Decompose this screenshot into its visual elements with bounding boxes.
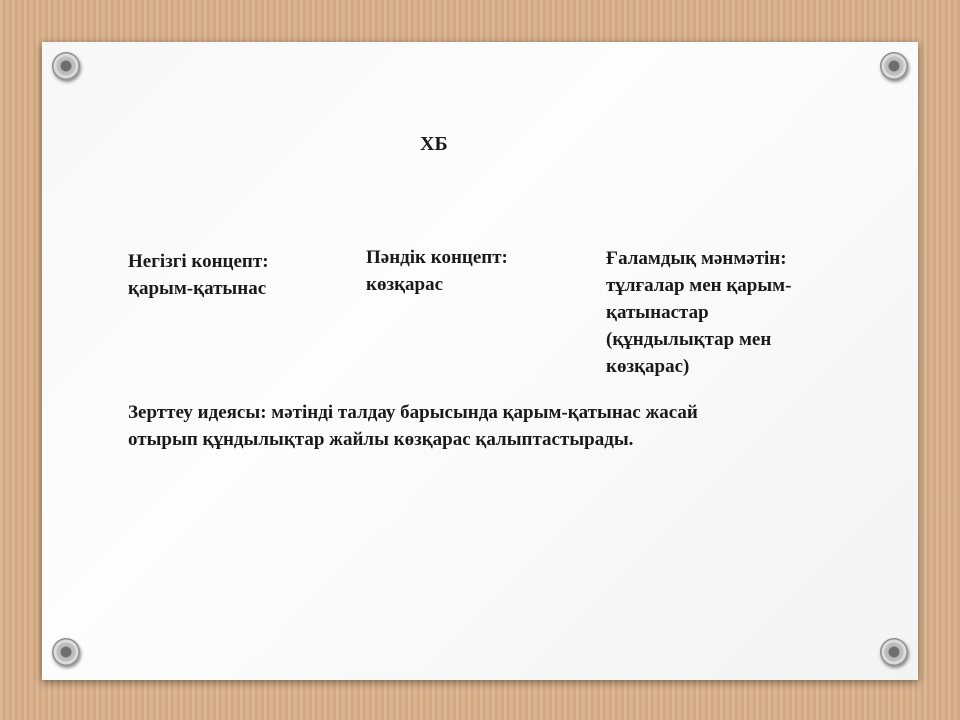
key-concept-value: қарым-қатынас xyxy=(128,278,267,299)
pin-icon xyxy=(880,638,908,666)
global-context-line: көзқарас) xyxy=(606,356,690,377)
research-idea-line: отырып құндылықтар жайлы көзқарас қалыптастырады. xyxy=(128,429,634,450)
key-concept-label: Негізгі концепт: xyxy=(128,251,269,272)
pin-icon xyxy=(52,638,80,666)
global-context-line: қатынастар xyxy=(606,302,709,323)
research-idea xyxy=(128,399,828,453)
global-context-line: (құндылықтар мен xyxy=(606,329,772,350)
pin-icon xyxy=(52,52,80,80)
subject-concept-label: Пәндік концепт: xyxy=(366,247,508,268)
global-context xyxy=(606,245,846,380)
global-context-label: Ғаламдық мәнмәтін: xyxy=(606,248,787,269)
subject-concept-value: көзқарас xyxy=(366,274,444,295)
subject-concept xyxy=(366,244,566,298)
pin-icon xyxy=(880,52,908,80)
global-context-line: тұлғалар мен қарым- xyxy=(606,275,792,296)
key-concept xyxy=(128,248,328,302)
slide-title: ХБ xyxy=(420,133,448,155)
research-idea-line: Зерттеу идеясы: мәтінді талдау барысында қарым-қатынас жасай xyxy=(128,402,698,423)
